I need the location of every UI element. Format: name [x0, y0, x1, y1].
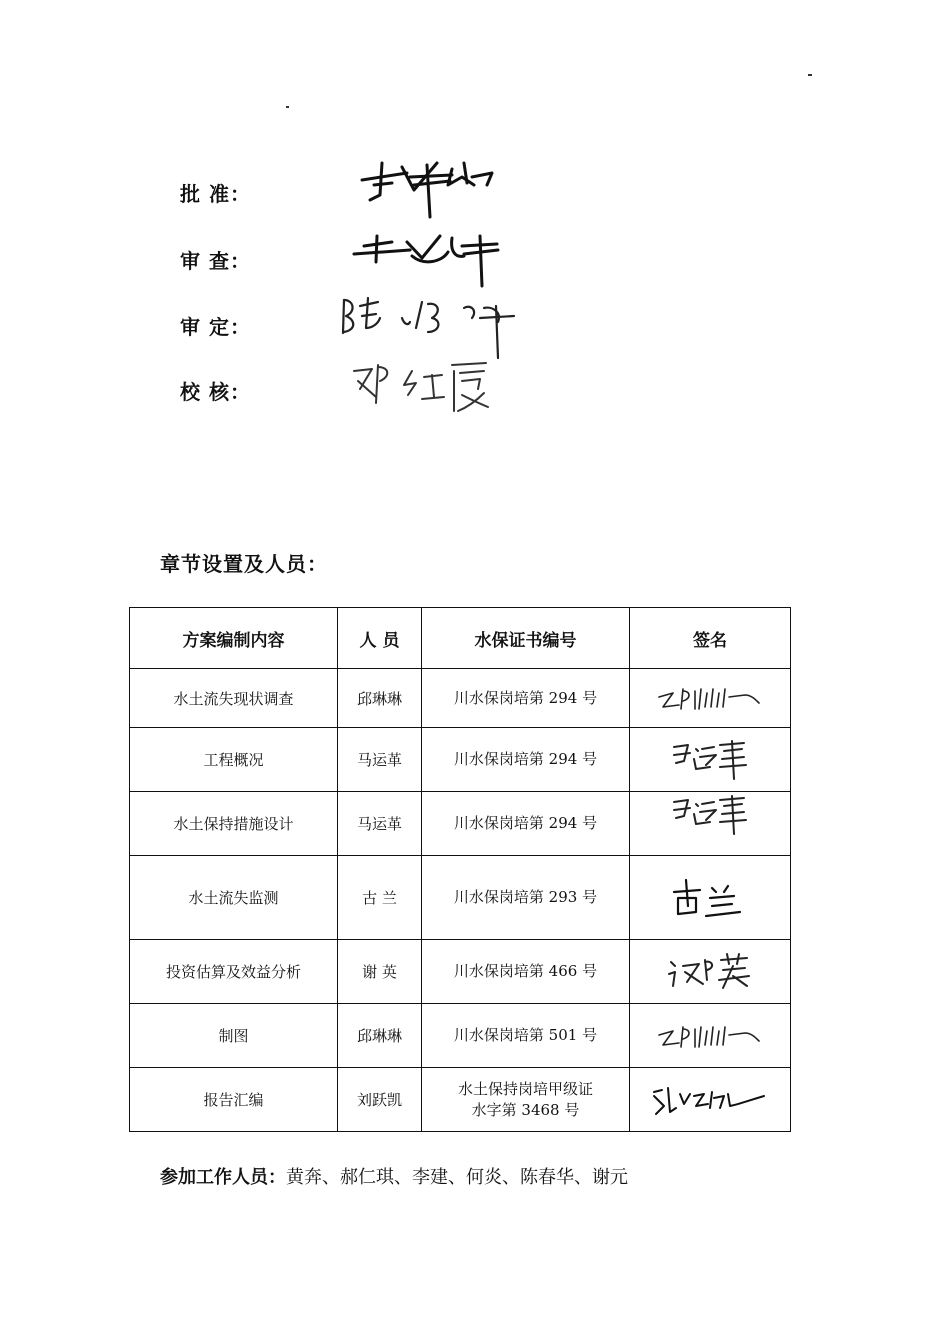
table-row [130, 728, 791, 792]
verifier-signature [338, 288, 523, 363]
table-header-row [130, 608, 791, 669]
row-cert: 川水保岗培第 466 号 [422, 940, 630, 1004]
header-person: 人 员 [338, 608, 422, 669]
table-row [130, 1068, 791, 1132]
review-label: 审 查： [180, 249, 251, 273]
approve-label: 批 准： [180, 182, 251, 206]
row-signature [630, 728, 791, 792]
reviewer-signature [352, 228, 507, 290]
row-cert: 川水保岗培第 294 号 [422, 728, 630, 792]
header-content: 方案编制内容 [130, 608, 338, 669]
row-cert: 川水保岗培第 294 号 [422, 792, 630, 856]
staff-table [129, 607, 791, 1132]
row-cert: 川水保岗培第 294 号 [422, 669, 630, 728]
row-content: 报告汇编 [130, 1068, 338, 1132]
row-person: 刘跃凯 [338, 1068, 422, 1132]
row-signature [630, 940, 791, 1004]
scan-speck [286, 106, 289, 108]
row-cert: 川水保岗培第 501 号 [422, 1004, 630, 1068]
table-row [130, 856, 791, 940]
table-row [130, 669, 791, 728]
row-content: 投资估算及效益分析 [130, 940, 338, 1004]
row-person: 马运革 [338, 792, 422, 856]
table-row [130, 940, 791, 1004]
header-signature: 签名 [630, 608, 791, 669]
verify-label: 审 定： [180, 315, 251, 339]
row-content: 水土保持措施设计 [130, 792, 338, 856]
checker-signature [350, 355, 495, 415]
scan-speck [808, 74, 812, 76]
row-content: 工程概况 [130, 728, 338, 792]
table-row [130, 1004, 791, 1068]
header-cert-number: 水保证书编号 [422, 608, 630, 669]
row-person: 马运革 [338, 728, 422, 792]
row-person: 谢 英 [338, 940, 422, 1004]
table-row [130, 792, 791, 856]
row-cert: 水土保持岗培甲级证 水字第 3468 号 [422, 1068, 630, 1132]
row-signature [630, 1068, 791, 1132]
row-cert: 川水保岗培第 293 号 [422, 856, 630, 940]
participants-line [160, 1163, 628, 1189]
row-content: 制图 [130, 1004, 338, 1068]
row-person: 邱琳琳 [338, 669, 422, 728]
approver-signature [352, 155, 502, 225]
row-person: 古 兰 [338, 856, 422, 940]
row-signature [630, 856, 791, 940]
row-person: 邱琳琳 [338, 1004, 422, 1068]
row-signature [630, 792, 791, 856]
participants-label: 参加工作人员： [160, 1167, 286, 1188]
row-signature [630, 669, 791, 728]
section-title: 章节设置及人员： [160, 552, 328, 576]
row-content: 水土流失监测 [130, 856, 338, 940]
check-label: 校 核： [180, 380, 251, 404]
participants-names: 黄奔、郝仁琪、李建、何炎、陈春华、谢元 [286, 1167, 628, 1188]
row-content: 水土流失现状调查 [130, 669, 338, 728]
row-signature [630, 1004, 791, 1068]
